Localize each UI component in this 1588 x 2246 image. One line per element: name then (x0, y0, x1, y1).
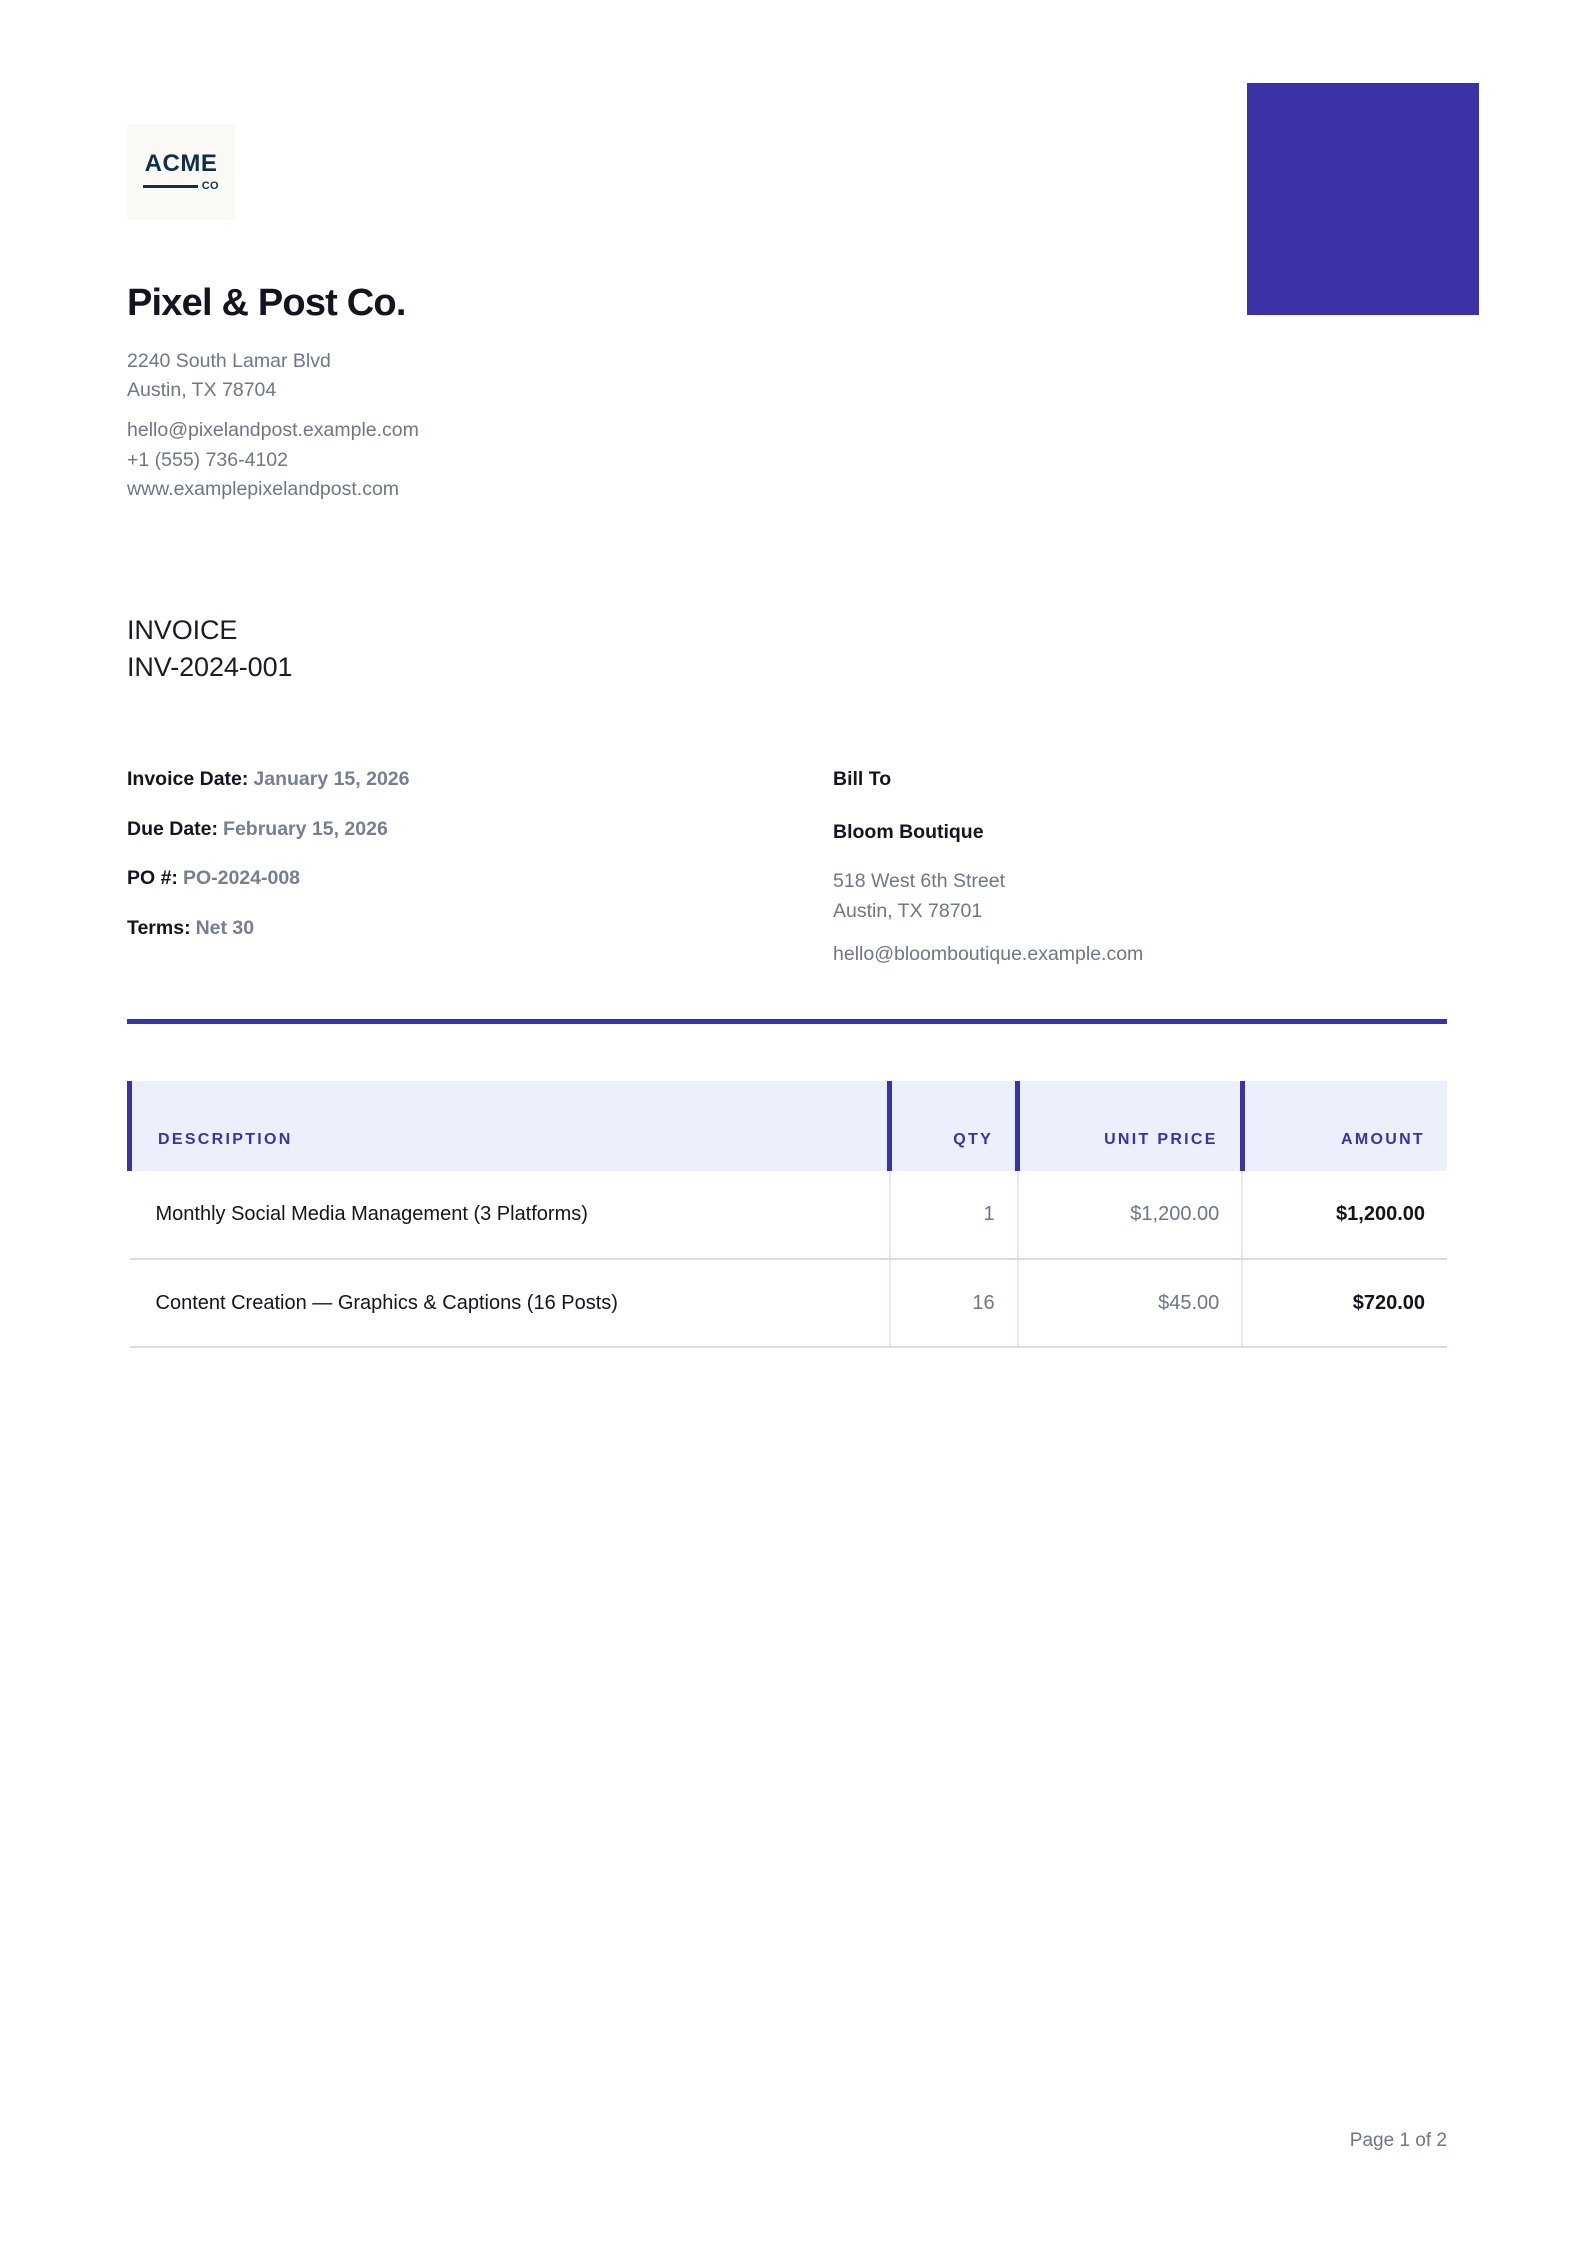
company-phone: +1 (555) 736-4102 (127, 448, 288, 471)
cell-amount: $1,200.00 (1242, 1171, 1447, 1259)
invoice-number: INV-2024-001 (127, 651, 293, 682)
bill-to-address-line-2: Austin, TX 78701 (833, 899, 983, 922)
company-email: hello@pixelandpost.example.com (127, 419, 419, 442)
terms-value: Net 30 (195, 916, 255, 939)
table-row (130, 1171, 1448, 1259)
table-row (130, 1259, 1448, 1347)
column-header-unit-price: UNIT PRICE (1018, 1081, 1243, 1171)
bill-to-address-line-1: 518 West 6th Street (833, 870, 1005, 892)
due-date-value: February 15, 2026 (223, 817, 388, 840)
meta-row-po-number (127, 869, 767, 889)
column-header-qty: QTY (890, 1081, 1018, 1171)
meta-row-terms (127, 916, 767, 939)
company-name: Pixel & Post Co. (127, 282, 406, 324)
bill-to-email: hello@bloomboutique.example.com (833, 943, 1144, 966)
cell-amount: $720.00 (1242, 1259, 1447, 1347)
cell-unit-price: $1,200.00 (1018, 1171, 1243, 1259)
bill-to-name: Bloom Boutique (833, 820, 984, 843)
company-logo (127, 124, 235, 220)
bill-to-heading: Bill To (833, 768, 892, 790)
company-block (127, 283, 827, 505)
company-spacer (127, 406, 827, 416)
invoice-date-value: January 15, 2026 (253, 768, 410, 790)
line-items-table-body (130, 1171, 1448, 1347)
page-number-label: Page 1 of 2 (1349, 2130, 1447, 2151)
po-number-label: PO #: (127, 867, 178, 889)
invoice-title-block (127, 612, 827, 686)
invoice-heading: INVOICE (127, 615, 238, 645)
line-items-table-head (130, 1081, 1448, 1171)
company-address-line-1: 2240 South Lamar Blvd (127, 349, 331, 372)
invoice-date-label: Invoice Date: (127, 768, 249, 790)
terms-label: Terms: (127, 916, 191, 939)
invoice-meta-block (127, 770, 767, 938)
column-header-amount: AMOUNT (1242, 1081, 1447, 1171)
column-header-description: DESCRIPTION (130, 1081, 890, 1171)
company-website: www.examplepixelandpost.com (127, 478, 400, 501)
bill-to-block (833, 770, 1453, 970)
cell-qty: 16 (890, 1259, 1018, 1347)
cell-unit-price: $45.00 (1018, 1259, 1243, 1347)
meta-row-due-date (127, 817, 767, 840)
logo-wordmark: ACME (144, 150, 218, 177)
table-header-row (130, 1081, 1448, 1171)
logo-rule (143, 185, 198, 188)
company-address-line-2: Austin, TX 78704 (127, 379, 277, 402)
page-footer (127, 2130, 1447, 2152)
cell-description: Content Creation — Graphics & Captions (16 Posts) (130, 1259, 890, 1347)
cell-qty: 1 (890, 1171, 1018, 1259)
logo-subtext: CO (201, 180, 219, 192)
cell-description: Monthly Social Media Management (3 Platforms) (130, 1171, 890, 1259)
po-number-value: PO-2024-008 (182, 867, 301, 889)
due-date-label: Due Date: (127, 817, 219, 840)
line-items-table (127, 1081, 1447, 1348)
logo-rule-row (143, 181, 219, 192)
meta-row-invoice-date (127, 770, 767, 790)
section-divider (127, 1019, 1447, 1024)
brand-accent-square (1247, 83, 1479, 315)
